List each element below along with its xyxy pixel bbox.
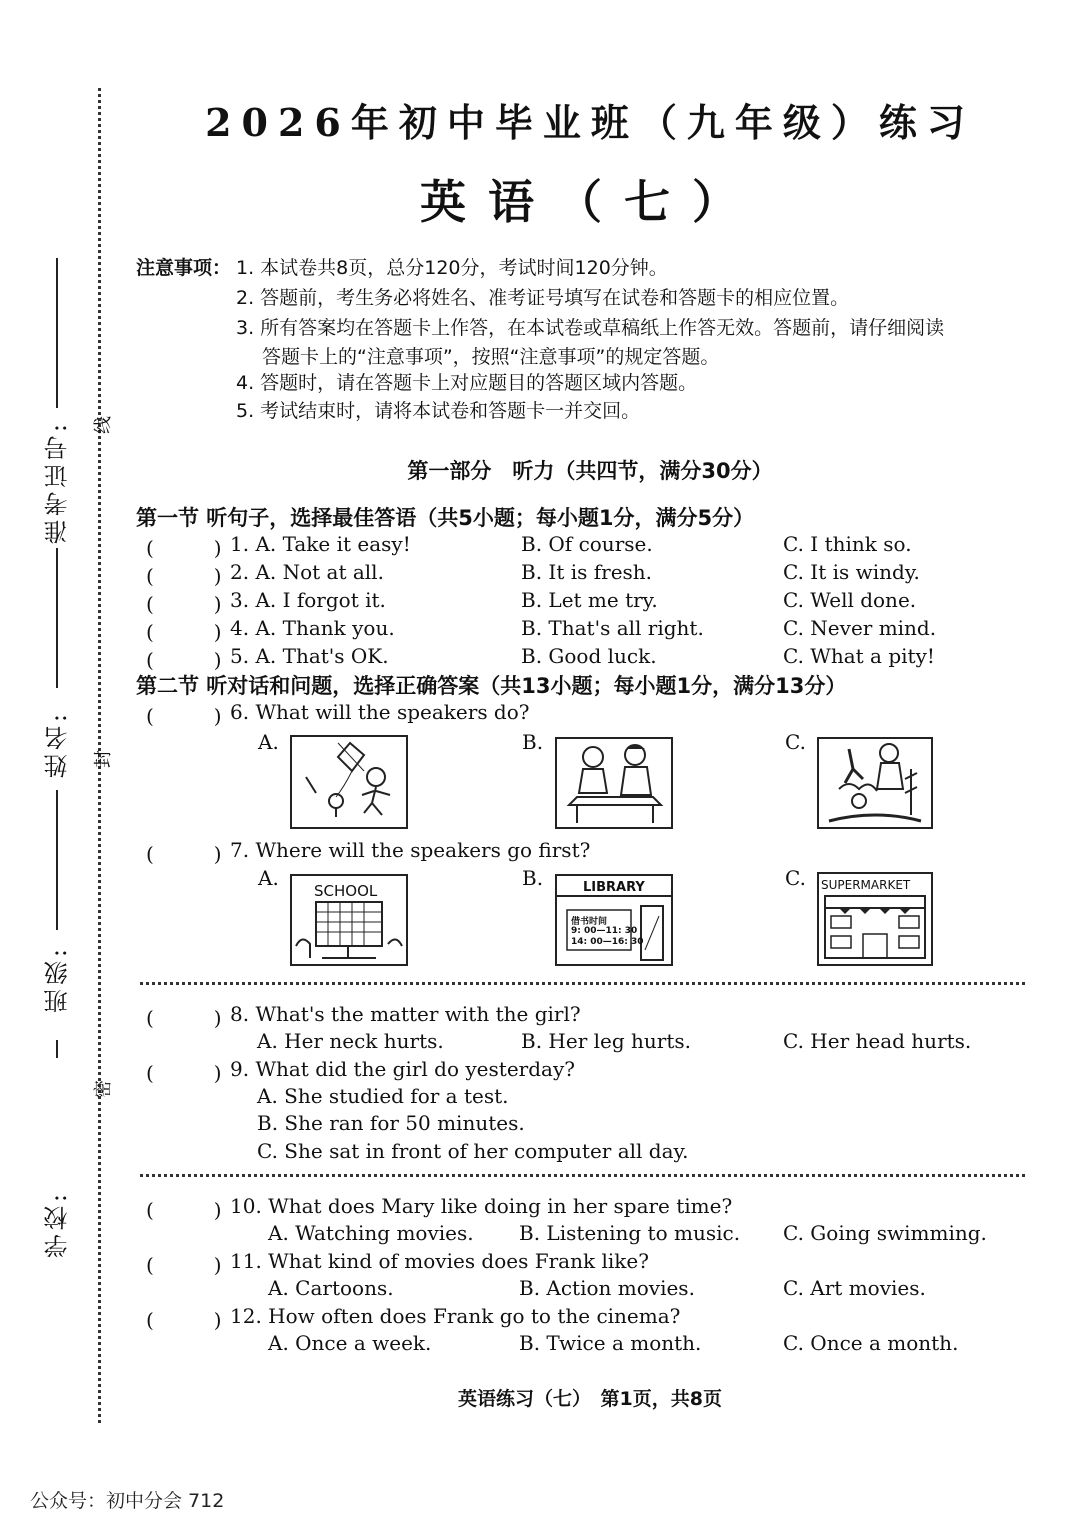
watermark-text: 公众号：初中分会 712	[30, 1490, 225, 1512]
exam-number-label: 准考证号:	[44, 420, 72, 545]
q5-option-b: B. Good luck.	[521, 644, 657, 668]
section-divider	[140, 1174, 1025, 1177]
name-label: 姓名:	[44, 710, 72, 779]
answer-paren: ( )	[146, 1308, 222, 1332]
answer-paren: ( )	[146, 564, 222, 588]
q6-question: 6. What will the speakers do?	[230, 700, 530, 724]
q9-option-b: B. She ran for 50 minutes.	[257, 1111, 525, 1135]
q12-question: 12. How often does Frank go to the cinema?	[230, 1304, 681, 1328]
q11-option-a: A. Cartoons.	[268, 1276, 394, 1300]
q9-question: 9. What did the girl do yesterday?	[230, 1057, 575, 1081]
exam-number-line	[56, 258, 58, 408]
q8-option-a: A. Her neck hurts.	[257, 1029, 444, 1053]
q4-option-c: C. Never mind.	[783, 616, 937, 640]
q9-option-a: A. She studied for a test.	[257, 1084, 509, 1108]
class-label: 班级:	[44, 945, 72, 1014]
q3-option-c: C. Well done.	[783, 588, 917, 612]
q7-pic-label-c: C.	[785, 866, 806, 890]
q6-picture-c-planting	[817, 737, 933, 829]
q7-question: 7. Where will the speakers go first?	[230, 838, 591, 862]
school-label: 学校:	[44, 1190, 72, 1259]
name-line	[56, 790, 58, 930]
notice-item: 答题卡上的“注意事项”，按照“注意事项”的规定答题。	[262, 346, 720, 368]
seal-xian: 线	[93, 416, 114, 434]
q1-option-a: 1. A. Take it easy!	[230, 532, 411, 556]
q10-option-b: B. Listening to music.	[519, 1221, 741, 1245]
notice-head: 注意事项：	[136, 257, 232, 279]
q10-option-c: C. Going swimming.	[783, 1221, 987, 1245]
q1-option-b: B. Of course.	[521, 532, 653, 556]
part1-title: 第一部分 听力（共四节，满分30分）	[407, 459, 773, 483]
exam-subject: 英语（七）	[420, 175, 760, 229]
answer-paren: ( )	[146, 592, 222, 616]
q8-option-c: C. Her head hurts.	[783, 1029, 972, 1053]
q6-picture-a-kite	[290, 735, 408, 829]
q12-option-b: B. Twice a month.	[519, 1331, 702, 1355]
q3-option-a: 3. A. I forgot it.	[230, 588, 386, 612]
answer-paren: ( )	[146, 1253, 222, 1277]
q4-option-a: 4. A. Thank you.	[230, 616, 395, 640]
library-hours-2: 14: 00—16: 30	[571, 937, 644, 947]
notice-item: 5. 考试结束时，请将本试卷和答题卡一并交回。	[236, 400, 641, 422]
notice-item: 1. 本试卷共8页，总分120分，考试时间120分钟。	[236, 257, 668, 279]
q11-option-b: B. Action movies.	[519, 1276, 695, 1300]
q7-picture-c-supermarket	[817, 872, 933, 966]
supermarket-sign-text: SUPERMARKET	[821, 878, 911, 892]
q9-option-c: C. She sat in front of her computer all day.	[257, 1139, 689, 1163]
notice-item: 2. 答题前，考生务必将姓名、准考证号填写在试卷和答题卡的相应位置。	[236, 287, 850, 309]
q10-question: 10. What does Mary like doing in her spare time?	[230, 1194, 733, 1218]
q6-pic-label-a: A.	[258, 730, 279, 754]
answer-paren: ( )	[146, 1061, 222, 1085]
section-divider	[140, 982, 1025, 985]
class-line	[56, 1040, 58, 1058]
q11-question: 11. What kind of movies does Frank like?	[230, 1249, 649, 1273]
q8-option-b: B. Her leg hurts.	[521, 1029, 691, 1053]
answer-paren: ( )	[146, 536, 222, 560]
q10-option-a: A. Watching movies.	[268, 1221, 474, 1245]
notice-item: 3. 所有答案均在答题卡上作答，在本试卷或草稿纸上作答无效。答题前，请仔细阅读	[236, 317, 945, 339]
q12-option-a: A. Once a week.	[268, 1331, 432, 1355]
answer-paren: ( )	[146, 842, 222, 866]
q4-option-b: B. That's all right.	[521, 616, 704, 640]
answer-paren: ( )	[146, 620, 222, 644]
answer-paren: ( )	[146, 648, 222, 672]
library-hours-1: 9: 00—11: 30	[571, 926, 638, 936]
q7-pic-label-a: A.	[258, 866, 279, 890]
library-hours-title: 借书时间	[571, 917, 608, 927]
q8-question: 8. What's the matter with the girl?	[230, 1002, 581, 1026]
page-footer: 英语练习（七） 第1页，共8页	[458, 1388, 722, 1410]
answer-paren: ( )	[146, 1198, 222, 1222]
q2-option-b: B. It is fresh.	[521, 560, 653, 584]
seal-mi: 密	[93, 1080, 114, 1098]
q12-option-c: C. Once a month.	[783, 1331, 959, 1355]
q7-pic-label-b: B.	[522, 866, 544, 890]
q6-picture-b-drawing	[555, 737, 673, 829]
q7-picture-a-school	[290, 874, 408, 966]
q11-option-c: C. Art movies.	[783, 1276, 926, 1300]
q2-option-c: C. It is windy.	[783, 560, 920, 584]
q3-option-b: B. Let me try.	[521, 588, 658, 612]
section1-title: 第一节 听句子，选择最佳答语（共5小题；每小题1分，满分5分）	[136, 506, 755, 530]
q2-option-a: 2. A. Not at all.	[230, 560, 384, 584]
exam-number-line-2	[56, 548, 58, 688]
school-sign-text: SCHOOL	[314, 882, 378, 900]
library-sign-text: LIBRARY	[583, 880, 645, 895]
q6-pic-label-c: C.	[785, 730, 806, 754]
q7-picture-b-library	[555, 874, 673, 966]
notice-item: 4. 答题时，请在答题卡上对应题目的答题区域内答题。	[236, 372, 698, 394]
q5-option-a: 5. A. That's OK.	[230, 644, 389, 668]
seal-feng: 封	[93, 750, 114, 768]
answer-paren: ( )	[146, 704, 222, 728]
q1-option-c: C. I think so.	[783, 532, 912, 556]
answer-paren: ( )	[146, 1006, 222, 1030]
q5-option-c: C. What a pity!	[783, 644, 935, 668]
exam-title: 2026年初中毕业班（九年级）练习	[205, 100, 975, 145]
q6-pic-label-b: B.	[522, 730, 544, 754]
section2-title: 第二节 听对话和问题，选择正确答案（共13小题；每小题1分，满分13分）	[136, 674, 847, 698]
